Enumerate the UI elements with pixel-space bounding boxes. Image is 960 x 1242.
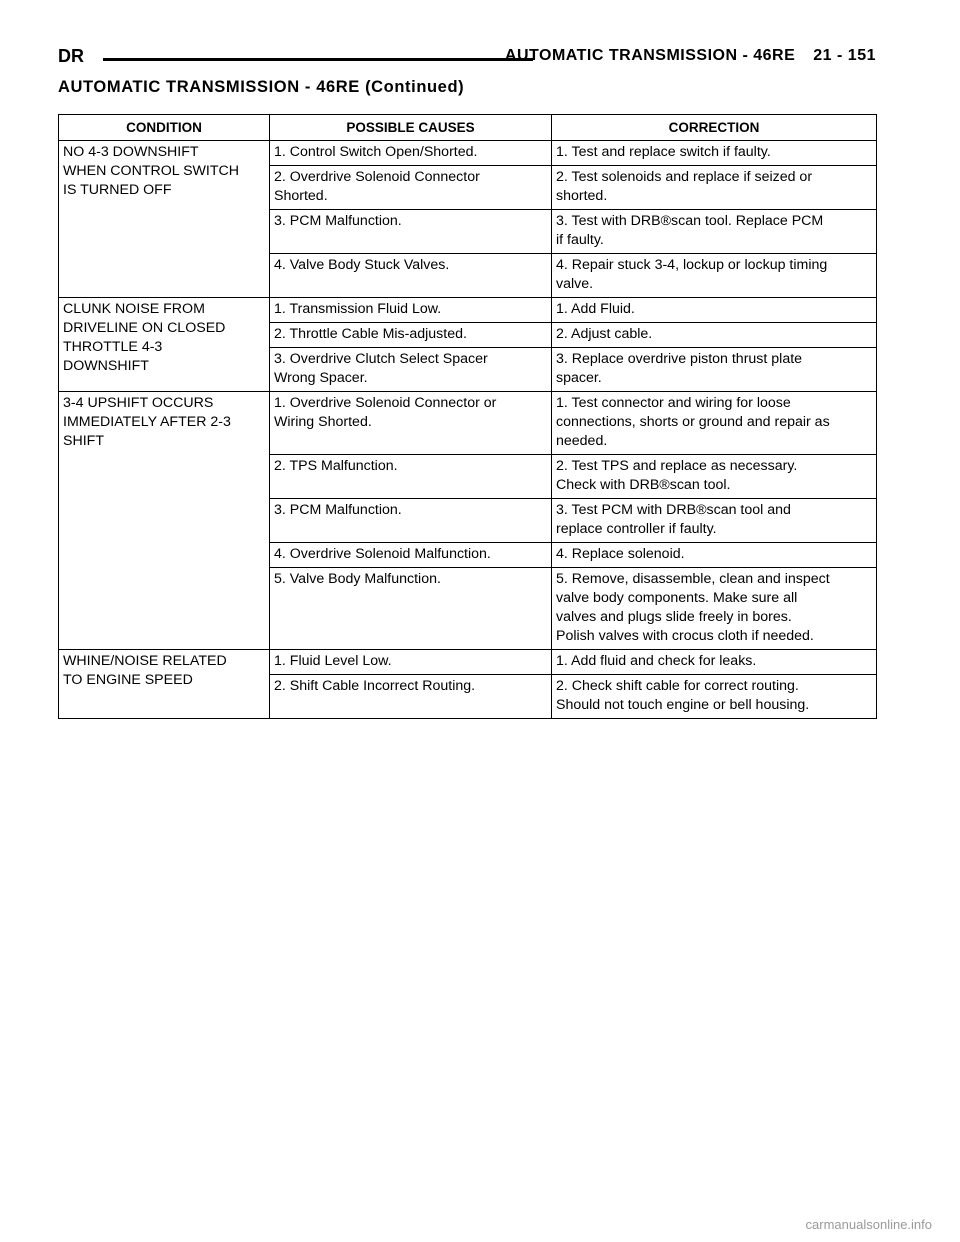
- header-title: AUTOMATIC TRANSMISSION - 46RE: [504, 47, 796, 64]
- correction-cell: 1. Add fluid and check for leaks.: [552, 650, 877, 675]
- cause-cell: 4. Valve Body Stuck Valves.: [270, 254, 552, 298]
- column-header-causes: POSSIBLE CAUSES: [270, 115, 552, 141]
- correction-cell: 3. Test with DRB®scan tool. Replace PCM if faulty.: [552, 210, 877, 254]
- watermark-link[interactable]: carmanualsonline.info: [805, 1217, 932, 1232]
- condition-cell: NO 4-3 DOWNSHIFT WHEN CONTROL SWITCH IS TURNED OFF: [59, 141, 270, 298]
- cause-cell: 1. Fluid Level Low.: [270, 650, 552, 675]
- correction-cell: 2. Check shift cable for correct routing. Should not touch engine or bell housing.: [552, 675, 877, 719]
- correction-cell: 1. Test connector and wiring for loose connections, shorts or ground and repair as needed.: [552, 392, 877, 455]
- correction-cell: 4. Replace solenoid.: [552, 543, 877, 568]
- table-row: [59, 298, 877, 323]
- condition-cell: 3-4 UPSHIFT OCCURS IMMEDIATELY AFTER 2-3 SHIFT: [59, 392, 270, 650]
- page-number: 21 - 151: [813, 47, 876, 64]
- page-header: [58, 46, 876, 72]
- cause-cell: 2. Shift Cable Incorrect Routing.: [270, 675, 552, 719]
- cause-cell: 1. Transmission Fluid Low.: [270, 298, 552, 323]
- cause-cell: 5. Valve Body Malfunction.: [270, 568, 552, 650]
- condition-cell: WHINE/NOISE RELATED TO ENGINE SPEED: [59, 650, 270, 719]
- cause-cell: 1. Overdrive Solenoid Connector or Wiring Shorted.: [270, 392, 552, 455]
- table-header-row: [59, 115, 877, 141]
- column-header-correction: CORRECTION: [552, 115, 877, 141]
- cause-cell: 2. Overdrive Solenoid Connector Shorted.: [270, 166, 552, 210]
- table-row: [59, 141, 877, 166]
- correction-cell: 2. Test solenoids and replace if seized or shorted.: [552, 166, 877, 210]
- table-row: [59, 650, 877, 675]
- condition-cell: CLUNK NOISE FROM DRIVELINE ON CLOSED THROTTLE 4-3 DOWNSHIFT: [59, 298, 270, 392]
- correction-cell: 3. Replace overdrive piston thrust plate spacer.: [552, 348, 877, 392]
- correction-cell: 2. Test TPS and replace as necessary. Check with DRB®scan tool.: [552, 455, 877, 499]
- cause-cell: 4. Overdrive Solenoid Malfunction.: [270, 543, 552, 568]
- correction-cell: 1. Add Fluid.: [552, 298, 877, 323]
- column-header-condition: CONDITION: [59, 115, 270, 141]
- correction-cell: 4. Repair stuck 3-4, lockup or lockup timing valve.: [552, 254, 877, 298]
- correction-cell: 5. Remove, disassemble, clean and inspect valve body components. Make sure all valves and plugs slide freely in bores. Polish valves with crocus cloth if needed.: [552, 568, 877, 650]
- cause-cell: 3. PCM Malfunction.: [270, 210, 552, 254]
- correction-cell: 1. Test and replace switch if faulty.: [552, 141, 877, 166]
- header-title-group: [505, 47, 876, 65]
- cause-cell: 2. TPS Malfunction.: [270, 455, 552, 499]
- header-rule: [103, 58, 533, 61]
- cause-cell: 3. PCM Malfunction.: [270, 499, 552, 543]
- page-subtitle: AUTOMATIC TRANSMISSION - 46RE (Continued): [58, 78, 465, 96]
- cause-cell: 1. Control Switch Open/Shorted.: [270, 141, 552, 166]
- section-code: DR: [58, 46, 84, 66]
- correction-cell: 3. Test PCM with DRB®scan tool and replace controller if faulty.: [552, 499, 877, 543]
- table-row: [59, 392, 877, 455]
- correction-cell: 2. Adjust cable.: [552, 323, 877, 348]
- cause-cell: 2. Throttle Cable Mis-adjusted.: [270, 323, 552, 348]
- diagnosis-table: [58, 114, 877, 719]
- cause-cell: 3. Overdrive Clutch Select Spacer Wrong Spacer.: [270, 348, 552, 392]
